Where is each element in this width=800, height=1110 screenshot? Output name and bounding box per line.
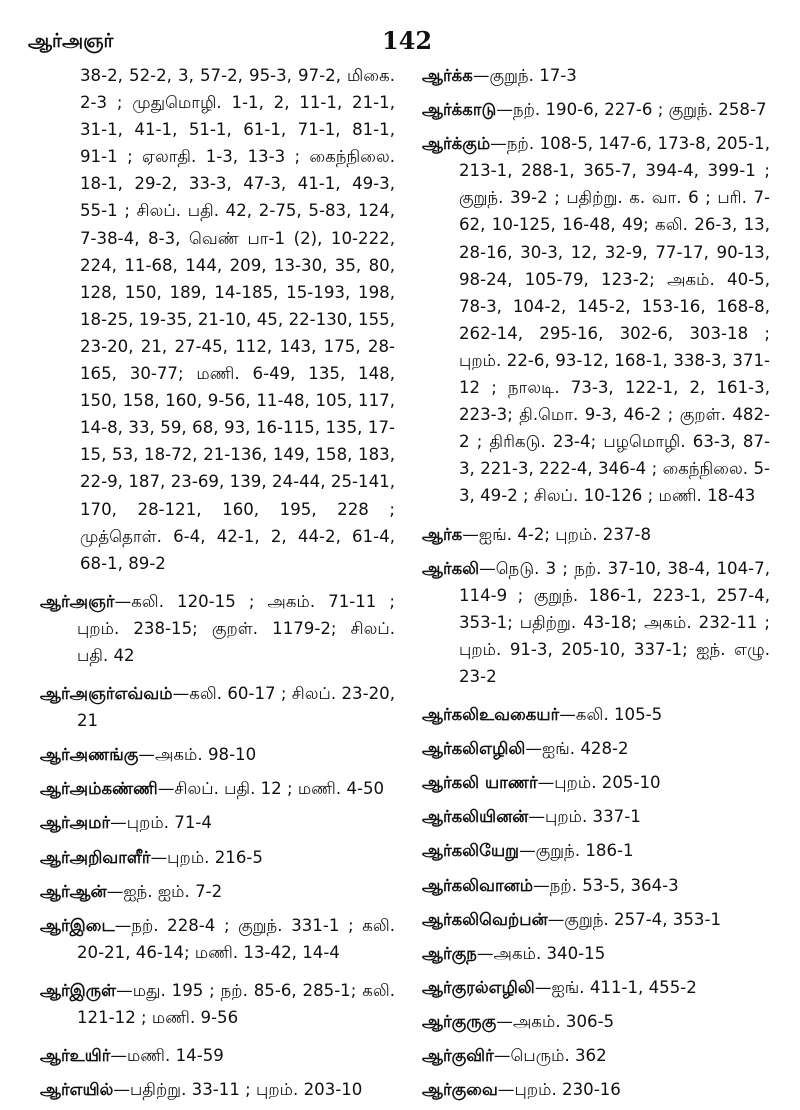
index-entry bbox=[40, 977, 395, 1031]
entry-headword: ஆர்குந bbox=[422, 943, 477, 963]
index-entry bbox=[40, 588, 395, 669]
entry-headword: ஆர்அறிவாளீர் bbox=[40, 847, 151, 867]
entry-headword: ஆர்கலிஉவகையர் bbox=[422, 705, 560, 725]
index-entry bbox=[40, 844, 395, 871]
entry-headword: ஆர்கலிவெற்பன் bbox=[422, 909, 548, 929]
entry-references: —புறம். 205-10 bbox=[537, 773, 661, 793]
entry-headword: ஆர்எயில் bbox=[40, 1080, 114, 1100]
entry-references: —நற். 108-5, 147-6, 173-8, 205-1, 213-1, 288-1, 365-7, 394-4, 399-1 ; குறுந். 39-2 ; பதிற்று. க. வா. 6 ; பரி. 7-62, 10-125, 16-48, 49; கலி. 26-3, 13, 28-16, 30-3, 12, 32-9, 77-17, 90-13, 98-24, 105-79, 123-2; அகம். 40-5, 78-3, 104-2, 145-2, 153-16, 168-8, 262-14, 295-16, 302-6, 303-18 ; புறம். 22-6, 93-12, 168-1, 338-3, 371-12 ; நாலடி. 73-3, 122-1, 2, 161-3, 223-3; தி.மொ. 9-3, 46-2 ; குறள். 482-2 ; திரிகடு. 23-4; பழமொழி. 63-3, 87-3, 221-3, 222-4, 346-4 ; கைந்நிலை. 5-3, 49-2 ; சிலப். 10-126 ; மணி. 18-43 bbox=[459, 134, 770, 506]
entry-references: —குறுந். 17-3 bbox=[472, 66, 577, 85]
index-entry bbox=[40, 62, 395, 577]
entry-references: —சிலப். பதி. 12 ; மணி. 4-50 bbox=[157, 779, 385, 799]
entry-references: —புறம். 71-4 bbox=[110, 813, 212, 833]
page-number: 142 bbox=[382, 26, 433, 55]
left-column bbox=[40, 62, 395, 1110]
entry-headword: ஆர்குவை bbox=[422, 1080, 498, 1100]
entry-references: —கலி. 105-5 bbox=[559, 705, 663, 725]
entry-references: —நெடு. 3 ; நற். 37-10, 38-4, 104-7, 114-9 ; குறுந். 186-1, 223-1, 257-4, 353-1; பதிற்று. 43-18; அகம். 232-11 ; புறம். 91-3, 205-10, 337-1; ஐந். எழு. 23-2 bbox=[459, 558, 770, 686]
entry-references: —அகம். 340-15 bbox=[476, 943, 606, 963]
index-entry bbox=[40, 912, 395, 966]
index-entry bbox=[40, 741, 395, 768]
index-entry bbox=[422, 1008, 770, 1035]
entry-references: —ஐங். 4-2; புறம். 237-8 bbox=[462, 524, 652, 544]
entry-headword: ஆர்குவிர் bbox=[422, 1046, 494, 1065]
index-entry bbox=[422, 96, 770, 123]
entry-headword: ஆர்க bbox=[422, 524, 463, 544]
index-entry bbox=[422, 803, 770, 830]
entry-references: —புறம். 230-16 bbox=[497, 1080, 621, 1100]
index-entry bbox=[422, 130, 770, 509]
entry-headword: ஆர்கலியினன் bbox=[422, 807, 529, 827]
entry-references: —பெரும். 362 bbox=[493, 1046, 607, 1065]
entry-headword: ஆர்அமர் bbox=[40, 813, 111, 833]
entry-references: —கலி. 60-17 ; சிலப். 23-20, 21 bbox=[77, 684, 395, 731]
entry-references: —புறம். 216-5 bbox=[150, 847, 263, 867]
index-entry bbox=[422, 906, 770, 933]
entry-headword: ஆர்க்கும் bbox=[422, 134, 491, 154]
entry-headword: ஆர்கலிஎழிலி bbox=[422, 739, 526, 759]
index-entry bbox=[40, 1076, 395, 1103]
index-entry bbox=[40, 1042, 395, 1069]
entry-references: —ஐங். 428-2 bbox=[525, 739, 629, 759]
entry-references: —கலி. 120-15 ; அகம். 71-11 ; புறம். 238-15; குறள். 1179-2; சிலப். பதி. 42 bbox=[77, 591, 395, 665]
index-entry bbox=[422, 940, 770, 967]
entry-headword: ஆர்கலி யாணர் bbox=[422, 773, 538, 793]
entry-references: —மது. 195 ; நற். 85-6, 285-1; கலி. 121-12 ; மணி. 9-56 bbox=[77, 980, 395, 1027]
running-head: ஆர்அஞர் bbox=[28, 30, 114, 52]
entry-references: —அகம். 306-5 bbox=[496, 1011, 615, 1031]
index-entry bbox=[422, 974, 770, 1001]
entry-references: 38-2, 52-2, 3, 57-2, 95-3, 97-2, மிகை. 2-3 ; முதுமொழி. 1-1, 2, 11-1, 21-1, 31-1, 41-1, 51-1, 61-1, 71-1, 81-1, 91-1 ; ஏலாதி. 1-3, 13-3 ; கைந்நிலை. 18-1, 29-2, 33-3, 47-3, 41-1, 49-3, 55-1 ; சிலப். பதி. 42, 2-75, 5-83, 124, 7-38-4, 8-3, வெண் பா-1 (2), 10-222, 224, 11-68, 144, 209, 13-30, 35, 80, 128, 150, 189, 14-185, 15-193, 198, 18-25, 19-35, 21-10, 45, 22-130, 155, 23-20, 21, 27-45, 112, 143, 175, 28-165, 30-77; மணி. 6-49, 135, 148, 150, 158, 160, 9-56, 11-48, 105, 117, 14-8, 33, 59, 68, 93, 16-115, 135, 17-15, 53, 18-72, 21-136, 149, 158, 183, 22-9, 187, 23-69, 139, 24-44, 25-141, 170, 28-121, 160, 195, 228 ; முத்தொள். 6-4, 42-1, 2, 44-2, 61-4, 68-1, 89-2 bbox=[80, 66, 395, 573]
index-entry bbox=[422, 555, 770, 690]
entry-references: —நற். 53-5, 364-3 bbox=[533, 875, 679, 895]
index-entry bbox=[40, 680, 395, 734]
index-entry bbox=[422, 1042, 770, 1069]
entry-headword: ஆர்கலிவானம் bbox=[422, 875, 534, 895]
right-column bbox=[422, 62, 770, 1110]
entry-headword: ஆர்கலியேறு bbox=[422, 841, 520, 861]
index-entry bbox=[422, 735, 770, 762]
entry-headword: ஆர்அஞர்எவ்வம் bbox=[40, 684, 173, 704]
index-entry bbox=[40, 809, 395, 836]
entry-headword: ஆர்இருள் bbox=[40, 980, 117, 1000]
entry-references: —ஐங். 411-1, 455-2 bbox=[534, 977, 697, 997]
entry-references: —அகம். 98-10 bbox=[138, 745, 257, 765]
entry-headword: ஆர்குருகு bbox=[422, 1011, 497, 1031]
entry-references: —நற். 228-4 ; குறுந். 331-1 ; கலி. 20-21, 46-14; மணி. 13-42, 14-4 bbox=[77, 915, 395, 962]
entry-headword: ஆர்அஞர் bbox=[40, 591, 115, 611]
entry-references: —மணி. 14-59 bbox=[110, 1046, 224, 1066]
entry-headword: ஆர்ஆன் bbox=[40, 881, 107, 901]
entry-headword: ஆர்அம்கண்ணி bbox=[40, 779, 158, 799]
entry-headword: ஆர்குரல்எழிலி bbox=[422, 977, 535, 997]
entry-references: —ஐந். ஐம். 7-2 bbox=[106, 881, 223, 901]
index-entry bbox=[422, 769, 770, 796]
page-header bbox=[0, 26, 800, 60]
index-entry bbox=[422, 1076, 770, 1103]
entry-headword: ஆர்அணங்கு bbox=[40, 745, 139, 765]
entry-references: —குறுந். 186-1 bbox=[519, 841, 634, 861]
entry-headword: ஆர்கலி bbox=[422, 558, 480, 578]
entry-headword: ஆர்க்க bbox=[422, 66, 473, 85]
entry-references: —புறம். 337-1 bbox=[528, 807, 641, 827]
index-entry bbox=[40, 878, 395, 905]
index-entry bbox=[422, 837, 770, 864]
index-entry bbox=[422, 701, 770, 728]
index-entry bbox=[422, 872, 770, 899]
entry-references: —நற். 190-6, 227-6 ; குறுந். 258-7 bbox=[496, 100, 767, 120]
entry-headword: ஆர்க்காடு bbox=[422, 100, 497, 120]
entry-headword: ஆர்உயிர் bbox=[40, 1046, 111, 1066]
index-entry bbox=[422, 521, 770, 548]
entry-references: —பதிற்று. 33-11 ; புறம். 203-10 bbox=[113, 1080, 363, 1100]
entry-references: —குறுந். 257-4, 353-1 bbox=[547, 909, 721, 929]
index-entry bbox=[40, 775, 395, 802]
index-entry bbox=[422, 62, 770, 89]
entry-headword: ஆர்இடை bbox=[40, 915, 115, 935]
